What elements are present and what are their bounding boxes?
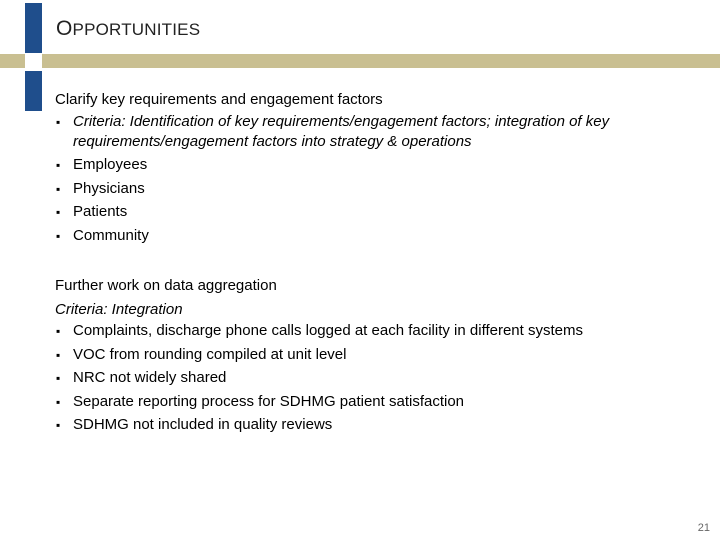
section1-bullet-community: ▪ Community [55,226,615,246]
page-number: 21 [697,522,710,534]
section1-heading: Clarify key requirements and engagement factors [55,91,383,108]
section1-bullet-physicians: ▪ Physicians [55,179,615,199]
title-divider-gap [25,54,42,68]
section2-bullet-complaints: ▪ Complaints, discharge phone calls logged at each facility in different systems [55,321,615,341]
section2-bullet-list [55,321,615,435]
section1-bullet-employees: ▪ Employees [55,155,615,175]
content-accent-bar [25,71,42,111]
section1-criteria-bullet: ▪ Criteria: Identification of key requirements/engagement factors; integration of key requirements/engagement factors into strategy & operations [55,112,615,152]
section2-bullet-voc: ▪ VOC from rounding compiled at unit level [55,345,615,365]
section1-bullet-list [55,112,615,246]
section2-bullet-reporting: ▪ Separate reporting process for SDHMG patient satisfaction [55,392,615,412]
title-accent-bar [25,3,42,53]
title-divider-rule [0,54,720,68]
slide-title [56,17,200,41]
slide-title-initial: O [56,17,73,40]
slide-title-rest: PPORTUNITIES [72,20,201,39]
section2-criteria: Criteria: Integration [55,300,183,318]
slide-body [55,88,615,439]
section1-bullet-patients: ▪ Patients [55,202,615,222]
section2-heading: Further work on data aggregation [55,277,277,294]
section2-bullet-nrc: ▪ NRC not widely shared [55,368,615,388]
section-spacer [55,249,615,274]
section2-bullet-quality: ▪ SDHMG not included in quality reviews [55,415,615,435]
